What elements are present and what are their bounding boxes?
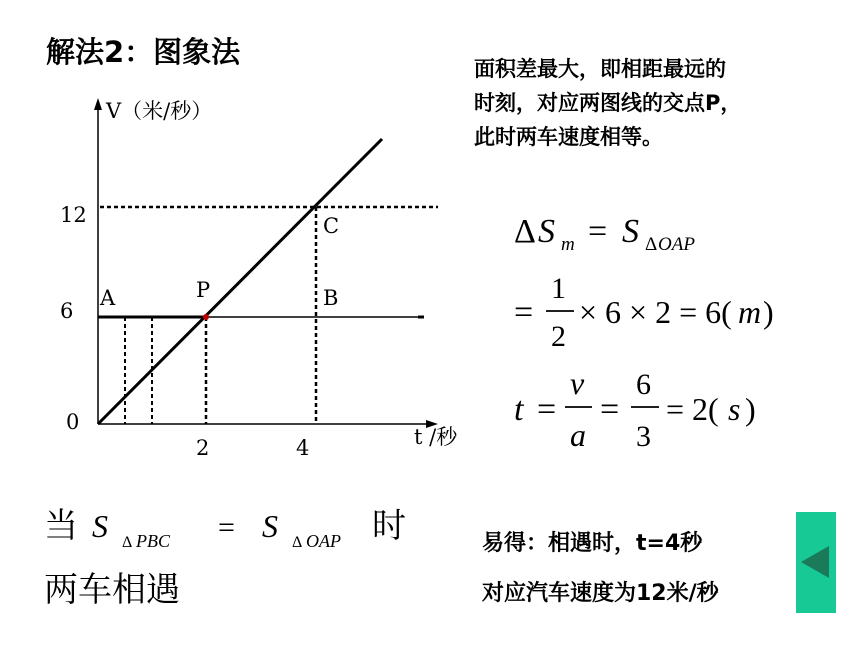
close-paren: ) [763, 294, 774, 330]
formula-area-difference [514, 213, 695, 255]
explanation-line: 此时两车速度相等。 [474, 125, 663, 149]
subscript-pbc: PBC [136, 531, 170, 551]
equals-sign: = [218, 511, 235, 544]
unit-m: m [738, 294, 762, 330]
formula-s: S [538, 213, 555, 250]
y-tick-6: 6 [60, 299, 74, 323]
result-line: 易得：相遇时，t=4秒 [482, 531, 703, 556]
subscript-delta: Δ [292, 534, 303, 551]
point-label-a: A [100, 286, 116, 310]
formula-s: S [622, 213, 639, 250]
fraction-denominator: 2 [551, 320, 566, 353]
triangle-left-icon [796, 512, 836, 613]
fraction-numerator: 1 [551, 272, 566, 305]
subscript-delta: Δ [122, 534, 133, 551]
fraction-denominator: a [570, 417, 586, 453]
condition-line2: 两车相遇 [44, 570, 180, 610]
formula-t: t [514, 391, 524, 428]
explanation-line: 面积差最大，即相距最远的 [474, 57, 726, 81]
back-button[interactable] [796, 512, 836, 613]
fraction-denominator: 3 [636, 420, 651, 453]
point-label-b: B [323, 286, 339, 310]
subscript-oap: OAP [658, 234, 695, 255]
point-label-c: C [323, 214, 340, 238]
formula-area-value [514, 272, 774, 353]
equals-sign: = [537, 391, 557, 428]
formula-text: = 2( [666, 391, 719, 427]
condition-s: S [262, 508, 278, 544]
equals-sign: = [514, 294, 534, 331]
point-label-p: P [196, 278, 211, 302]
y-axis-arrow-icon [94, 98, 102, 110]
y-axis-label: V（米/秒） [106, 99, 213, 123]
x-tick-2: 2 [196, 436, 210, 460]
page-title: 解法2：图象法 [46, 35, 241, 69]
condition-suffix: 时 [372, 506, 406, 546]
x-axis-label: t /秒 [414, 425, 458, 449]
condition-prefix: 当 [44, 506, 78, 546]
subscript-m: m [561, 234, 575, 255]
subscript-delta: Δ [645, 234, 658, 255]
formula-time [514, 365, 756, 453]
formula-text: × 6 × 2 = 6( [579, 294, 732, 330]
explanation-line: 时刻，对应两图线的交点P， [474, 91, 742, 115]
fraction-numerator: v [570, 365, 585, 401]
result-line: 对应汽车速度为12米/秒 [482, 581, 719, 606]
origin-label: 0 [66, 410, 80, 434]
condition-s: S [92, 508, 108, 544]
acceleration-line [98, 139, 382, 424]
y-tick-12: 12 [60, 203, 87, 227]
delta-symbol: Δ [514, 213, 536, 250]
meeting-condition [44, 506, 406, 551]
equals-sign: = [600, 391, 620, 428]
subscript-oap: OAP [306, 531, 341, 551]
close-paren: ) [745, 391, 756, 427]
unit-s: s [728, 391, 741, 427]
intersection-point [203, 314, 209, 320]
fraction-numerator: 6 [636, 368, 651, 401]
equals-sign: = [588, 213, 608, 250]
x-tick-4: 4 [296, 436, 310, 460]
